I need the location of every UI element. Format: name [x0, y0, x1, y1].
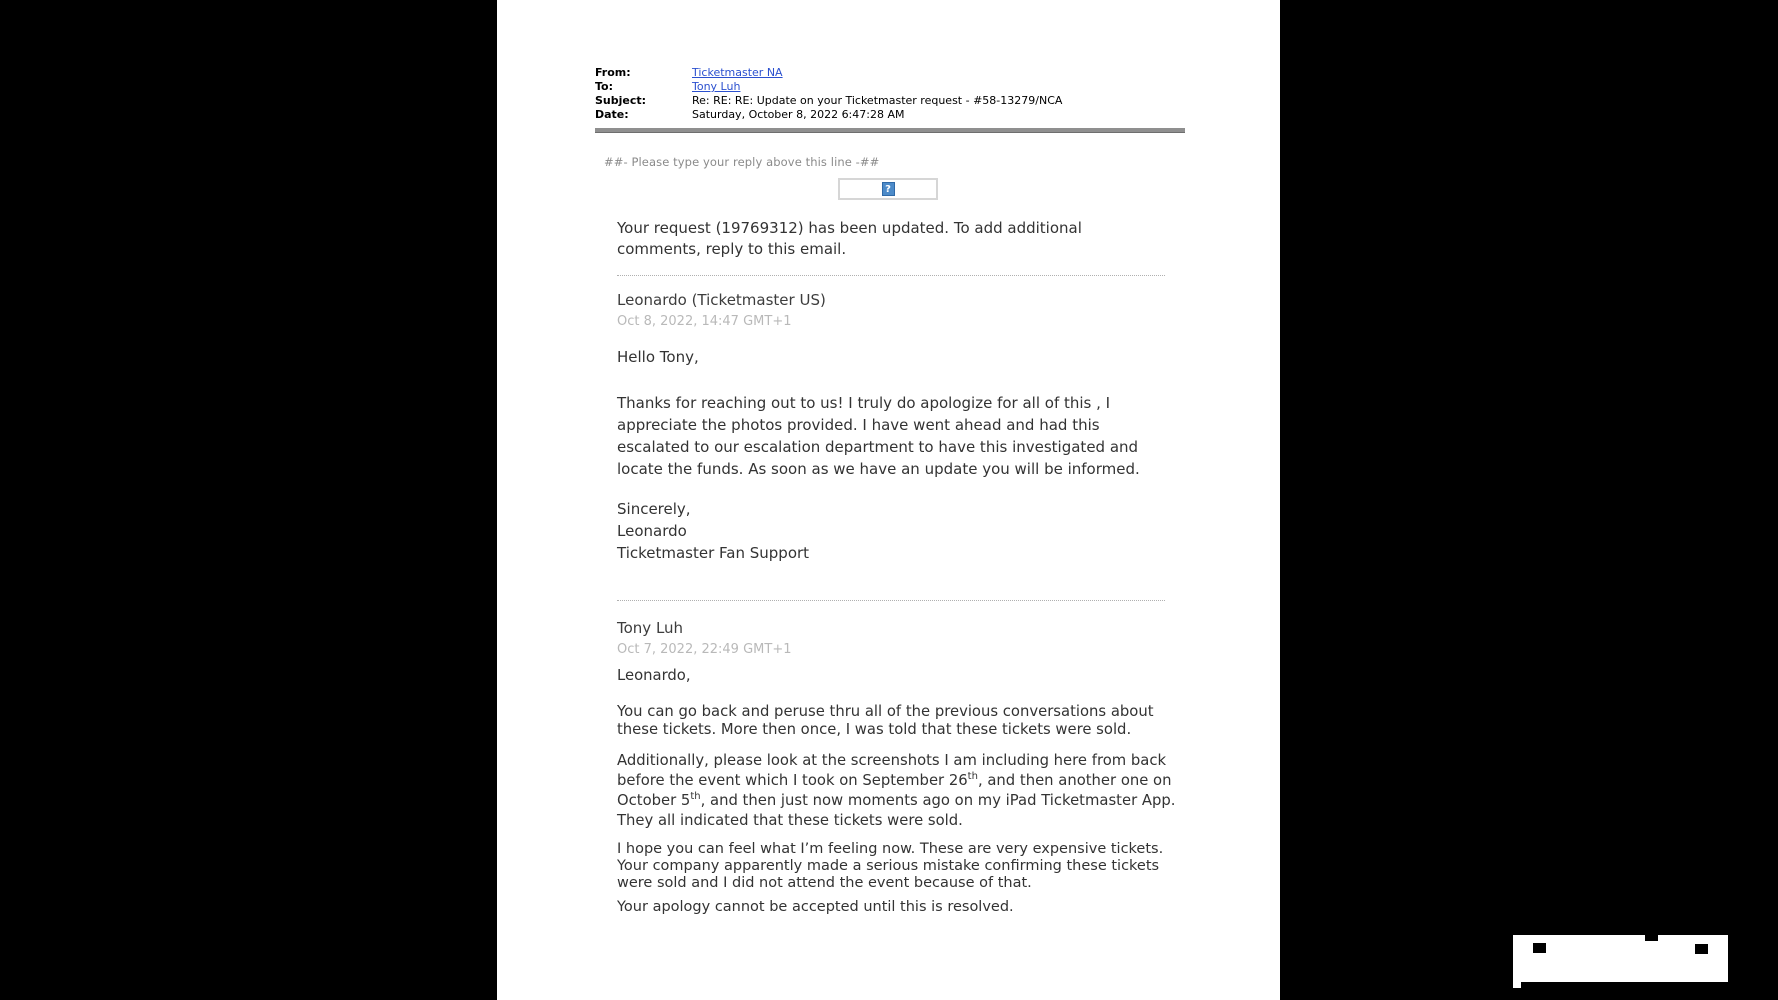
- ordinal-superscript: th: [690, 791, 701, 803]
- paragraph-line: They all indicated that these tickets were sold.: [617, 812, 963, 829]
- paragraph-line: were sold and I did not attend the event because of that.: [617, 875, 1032, 891]
- email-document-page: [497, 0, 1280, 1000]
- comment2-timestamp: Oct 7, 2022, 22:49 GMT+1: [617, 642, 792, 657]
- paragraph-line: I hope you can feel what I’m feeling now. These are very expensive tickets.: [617, 841, 1164, 857]
- paragraph-line: appreciate the photos provided. I have went ahead and had this: [617, 416, 1100, 434]
- header-row-date: [595, 108, 1280, 122]
- email-body: [617, 218, 1177, 916]
- dotted-separator: [617, 275, 1165, 276]
- from-label: From:: [595, 66, 631, 79]
- redaction-mark: [1695, 944, 1708, 954]
- from-link[interactable]: Ticketmaster NA: [692, 66, 783, 79]
- paragraph-line: locate the funds. As soon as we have an update you will be informed.: [617, 460, 1140, 478]
- broken-image-icon: ?: [882, 182, 895, 196]
- notice-line: Your request (19769312) has been updated. To add additional: [617, 219, 1082, 237]
- comment1-author: Leonardo (Ticketmaster US): [617, 291, 826, 309]
- paragraph-line: Additionally, please look at the screenshots I am including here from back: [617, 752, 1167, 769]
- paragraph-line: escalated to our escalation department to have this investigated and: [617, 438, 1139, 456]
- signature-line: Ticketmaster Fan Support: [617, 544, 810, 562]
- to-label: To:: [595, 80, 613, 93]
- line-segment: before the event which I took on September 26: [617, 772, 968, 789]
- paragraph-line: [617, 771, 1177, 791]
- signature-line: Sincerely,: [617, 500, 691, 518]
- paragraph-line: [617, 791, 1177, 811]
- line-segment: , and then another one on: [977, 772, 1172, 789]
- header-row-from: [595, 66, 1280, 80]
- comment1-greeting: Hello Tony,: [617, 348, 699, 366]
- date-value: Saturday, October 8, 2022 6:47:28 AM: [692, 108, 905, 121]
- redaction-mark: [1645, 935, 1658, 941]
- paragraph-line: You can go back and peruse thru all of the previous conversations about: [617, 703, 1154, 720]
- line-segment: October 5: [617, 792, 691, 809]
- header-row-to: [595, 80, 1280, 94]
- signature-line: Leonardo: [617, 522, 687, 540]
- paragraph-line: Your apology cannot be accepted until this is resolved.: [617, 899, 1014, 915]
- paragraph-line: Your company apparently made a serious mistake confirming these tickets: [617, 858, 1160, 874]
- header-separator: [595, 128, 1185, 133]
- to-link[interactable]: Tony Luh: [692, 80, 741, 93]
- redaction-tab: [1513, 982, 1521, 988]
- comment1-signature: [617, 498, 1177, 564]
- subject-label: Subject:: [595, 94, 647, 107]
- comment2-paragraph-2: [617, 751, 1177, 831]
- comment2-greeting: Leonardo,: [617, 667, 691, 684]
- comment2-author: Tony Luh: [617, 619, 684, 637]
- request-updated-notice: [617, 218, 1177, 260]
- ordinal-superscript: th: [967, 771, 978, 783]
- reply-above-line-hint: ##- Please type your reply above this line -##: [604, 155, 880, 169]
- redaction-mark: [1533, 943, 1546, 953]
- subject-value: Re: RE: RE: Update on your Ticketmaster request - #58-13279/NCA: [692, 94, 1063, 107]
- paragraph-line: Thanks for reaching out to us! I truly do apologize for all of this , I: [617, 394, 1111, 412]
- date-label: Date:: [595, 108, 629, 121]
- comment2-paragraph-1: [617, 703, 1177, 739]
- dotted-separator: [617, 600, 1165, 601]
- header-row-subject: [595, 94, 1280, 108]
- broken-image-placeholder: [838, 178, 938, 200]
- comment2-paragraph-3: [617, 841, 1177, 892]
- comment2-paragraph-4: [617, 899, 1177, 916]
- line-segment: , and then just now moments ago on my iPad Ticketmaster App.: [700, 792, 1176, 809]
- email-header: [595, 0, 1280, 122]
- paragraph-line: these tickets. More then once, I was told that these tickets were sold.: [617, 721, 1132, 738]
- comment1-paragraph: [617, 392, 1177, 480]
- comment1-timestamp: Oct 8, 2022, 14:47 GMT+1: [617, 314, 792, 329]
- notice-line: comments, reply to this email.: [617, 240, 847, 258]
- watermark-redaction-block: [1513, 935, 1728, 982]
